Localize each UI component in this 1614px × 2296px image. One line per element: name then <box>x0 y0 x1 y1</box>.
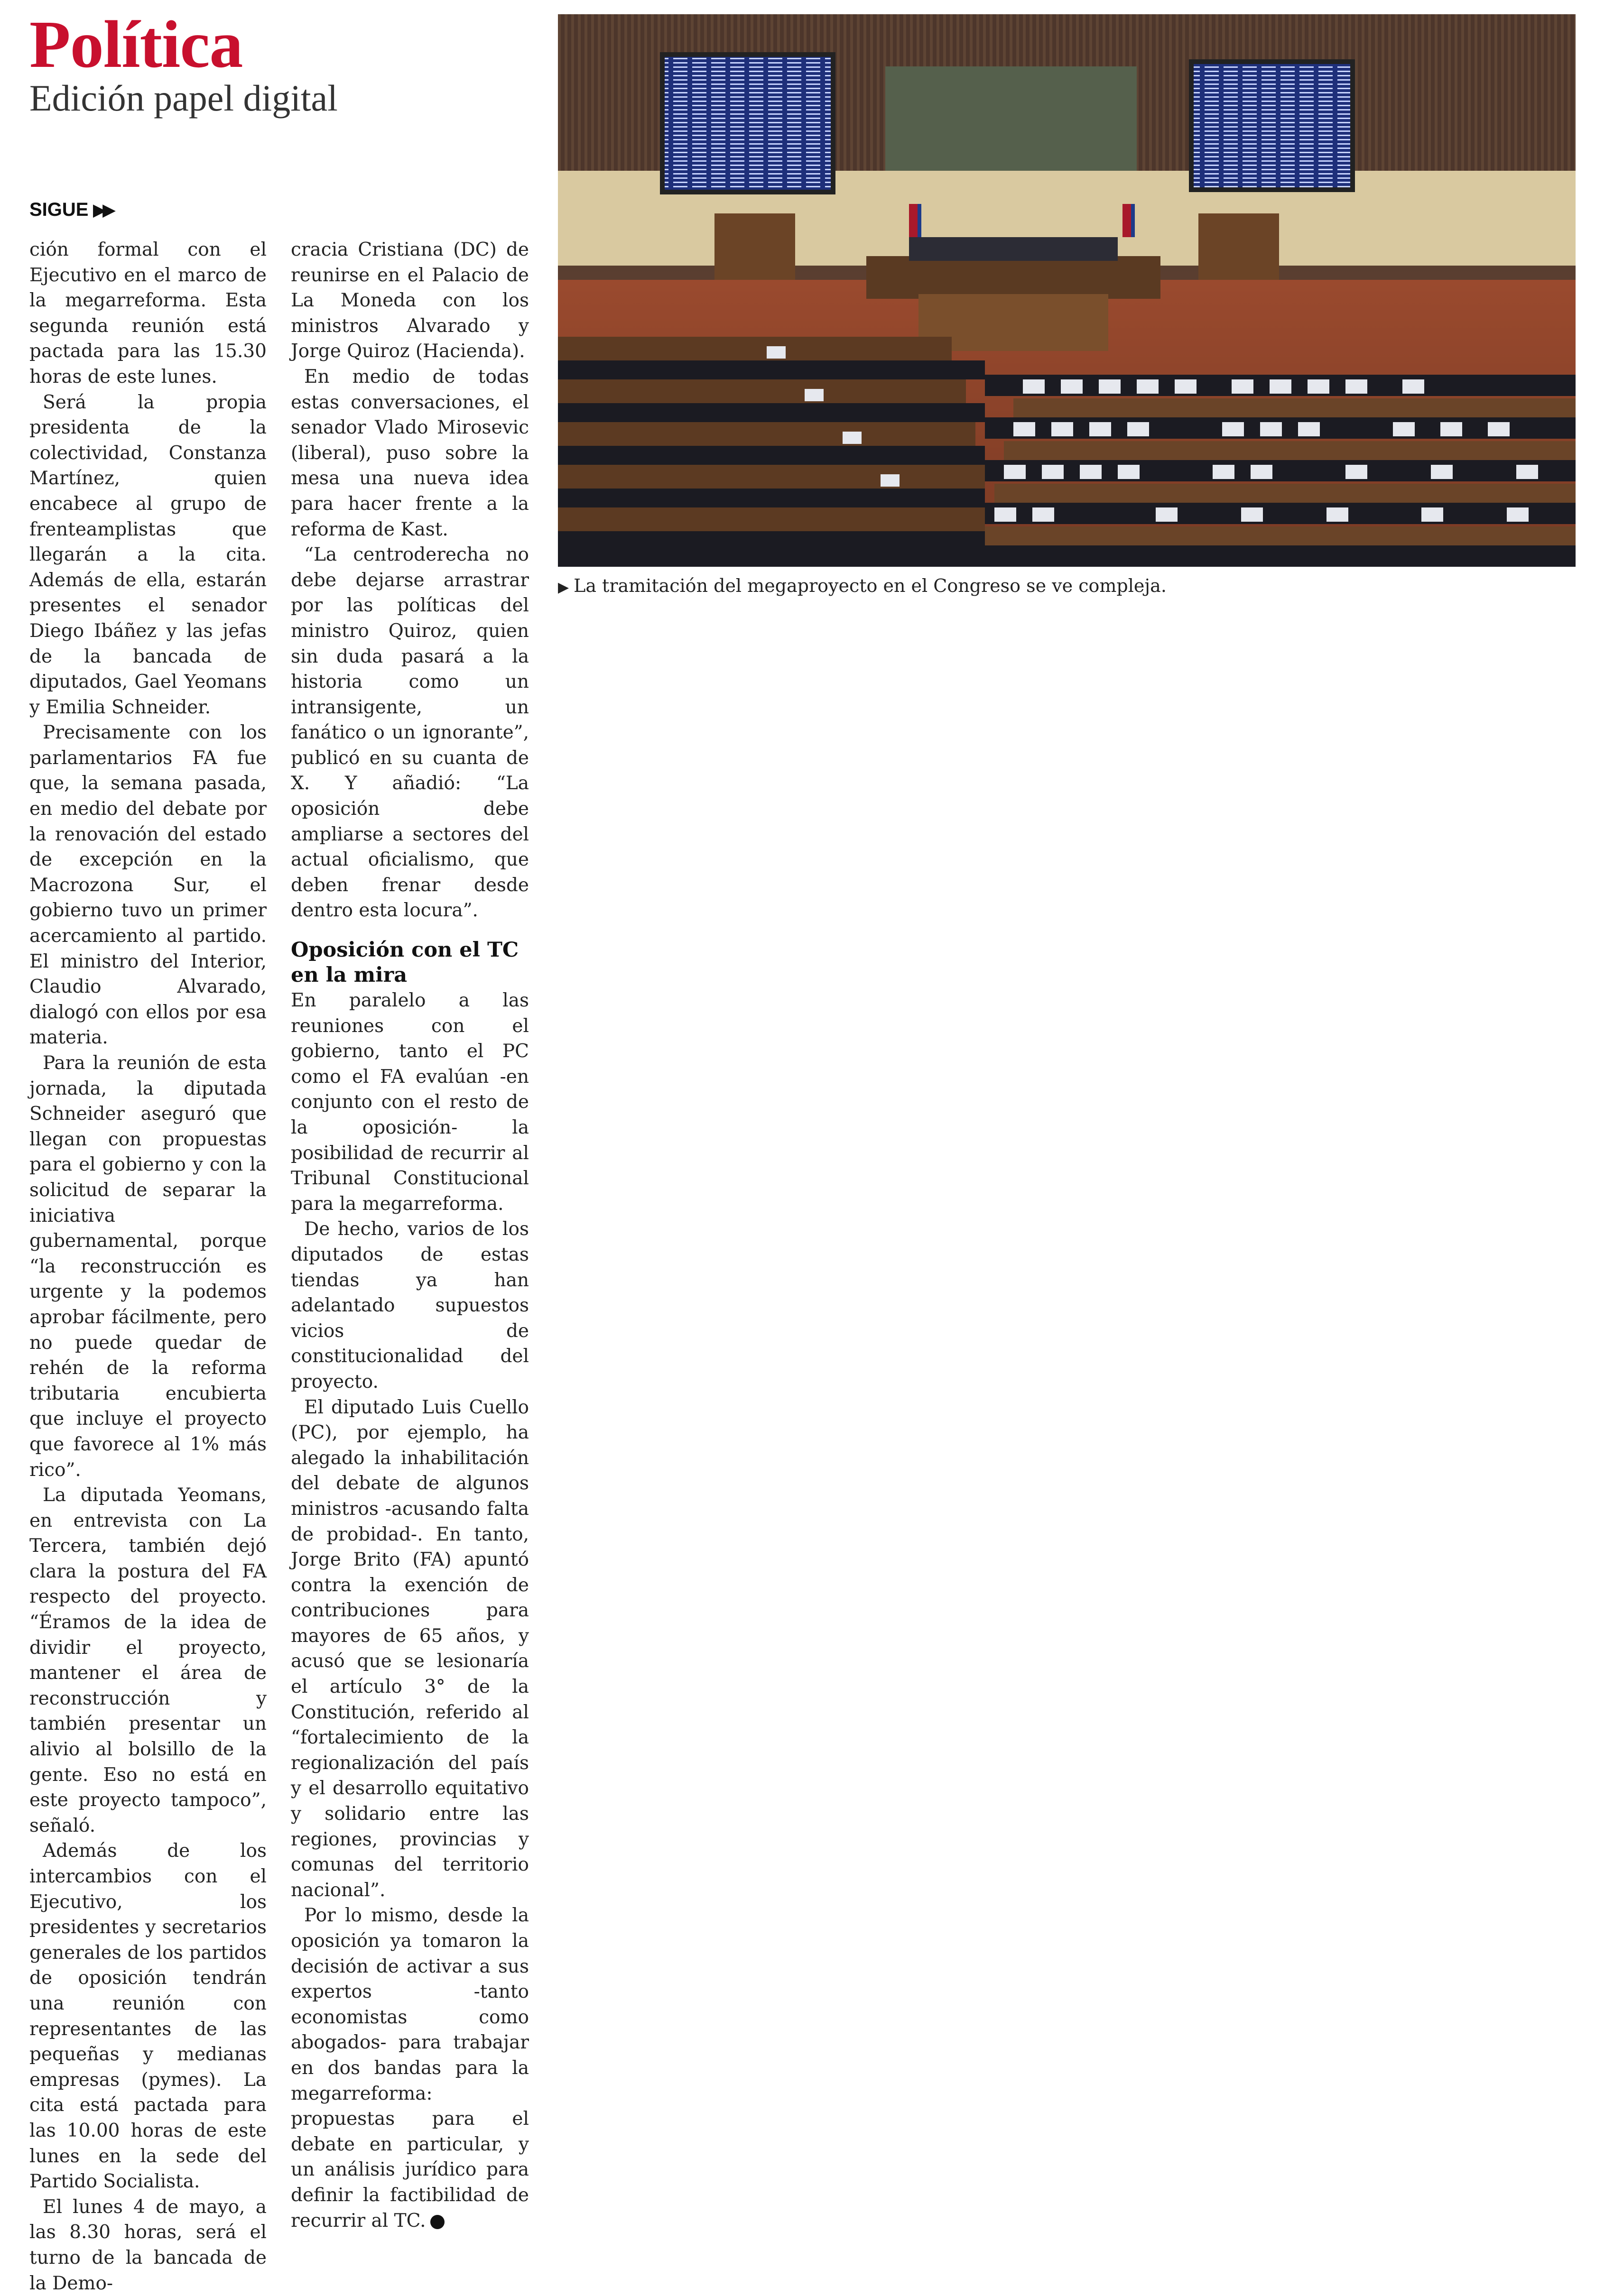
article-column-2 <box>291 237 529 2233</box>
article-column-1 <box>29 237 267 2296</box>
end-of-article-icon <box>430 2215 445 2229</box>
article-paragraph-text: Por lo mismo, desde la oposición ya tomaron la decisión de activar a sus expertos -tanto economistas como abogados- para trabajar en dos bandas para la megarreforma: propuestas para el debate en particular, y un análisis jurídico para definir la factibilidad de recurrir al TC. <box>291 1905 529 2231</box>
article-paragraph: Será la propia presidenta de la colectividad, Constanza Martínez, quien encabece al grupo de frenteamplistas que llegarán a la cita. Además de ella, estarán presentes el senador Diego Ibáñez y las jefas de la bancada de diputados, Gael Yeomans y Emilia Schneider. <box>29 391 267 718</box>
article-paragraph: Para la reunión de esta jornada, la diputada Schneider aseguró que llegan con propuestas para el gobierno y con la solicitud de separar la iniciativa gubernamental, porque “la reconstrucción es urgente y la podemos aprobar fácilmente, pero no puede quedar de rehén de la reforma tributaria encubierta que incluye el proyecto que favorece al 1% más rico”. <box>29 1052 267 1481</box>
continuation-label <box>29 199 112 221</box>
article-paragraph: El diputado Luis Cuello (PC), por ejemplo, ha alegado la inhabilitación del debate de algunos ministros -acusando falta de probidad-. En tanto, Jorge Brito (FA) apuntó contra la exención de contribuciones para mayores de 65 años, y acusó que se lesionaría el artículo 3° de la Constitución, referido al “fortalecimiento de la regionalización del país y el desarrollo equitativo y solidario entre las regiones, provincias y comunas del territorio nacional”. <box>291 1396 529 1901</box>
article-paragraph: Además de los intercambios con el Ejecutivo, los presidentes y secretarios generales de los partidos de oposición tendrán una reunión con representantes de las pequeñas y medianas empresas (pymes). La cita está pactada para las 10.00 horas de este lunes en la sede del Partido Socialista. <box>29 1840 267 2193</box>
photo-caption <box>558 575 1576 599</box>
article-paragraph: Precisamente con los parlamentarios FA fue que, la semana pasada, en medio del debate por la renovación del estado de excepción en la Macrozona Sur, el gobierno tuvo un primer acercamiento al partido. El ministro del Interior, Claudio Alvarado, dialogó con ellos por esa materia. <box>29 722 267 1049</box>
caption-text: La tramitación del megaproyecto en el Congreso se ve compleja. <box>574 575 1167 596</box>
section-title: Política <box>29 7 243 82</box>
caption-arrow-icon: ▶ <box>558 579 569 596</box>
article-subheading: Oposición con el TC en la mira <box>291 938 519 987</box>
sigue-text: SIGUE <box>29 199 89 220</box>
article-paragraph: “La centroderecha no debe dejarse arrastrar por las políticas del ministro Quiroz, quien sin duda pasará a la historia como un intransigente, un fanático o un ignorante”, publicó en su cuanta de X. Y añadió: “La oposición debe ampliarse a sectores del actual oficialismo, que deben frenar desde dentro esta locura”. <box>291 544 529 922</box>
article-paragraph: En medio de todas estas conversaciones, el senador Vlado Mirosevic (liberal), puso sobre la mesa una nueva idea para hacer frente a la reforma de Kast. <box>291 366 529 540</box>
article-paragraph: De hecho, varios de los diputados de estas tiendas ya han adelantado supuestos vicios de constitucionalidad del proyecto. <box>291 1218 529 1392</box>
edition-subtitle: Edición papel digital <box>29 77 338 119</box>
article-paragraph-last <box>291 1903 529 2233</box>
forward-arrows-icon: ▶▶ <box>93 201 112 219</box>
article-paragraph: cracia Cristiana (DC) de reunirse en el Palacio de La Moneda con los ministros Alvarado y Jorge Quiroz (Hacienda). <box>291 239 529 362</box>
congress-photo <box>558 14 1576 567</box>
article-paragraph: El lunes 4 de mayo, a las 8.30 horas, será el turno de la bancada de la Demo- <box>29 2196 267 2294</box>
article-paragraph: En paralelo a las reuniones con el gobierno, tanto el PC como el FA evalúan -en conjunto con el resto de la oposición- la posibilidad de recurrir al Tribunal Constitucional para la megarreforma. <box>291 990 529 1215</box>
article-paragraph: ción formal con el Ejecutivo en el marco de la megarreforma. Esta segunda reunión está pactada para las 15.30 horas de este lunes. <box>29 239 267 387</box>
article-paragraph: La diputada Yeomans, en entrevista con La Tercera, también dejó clara la postura del FA respecto del proyecto. “Éramos de la idea de dividir el proyecto, mantener el área de reconstrucción y también presentar un alivio al bolsillo de la gente. Eso no está en este proyecto tampoco”, señaló. <box>29 1485 267 1836</box>
